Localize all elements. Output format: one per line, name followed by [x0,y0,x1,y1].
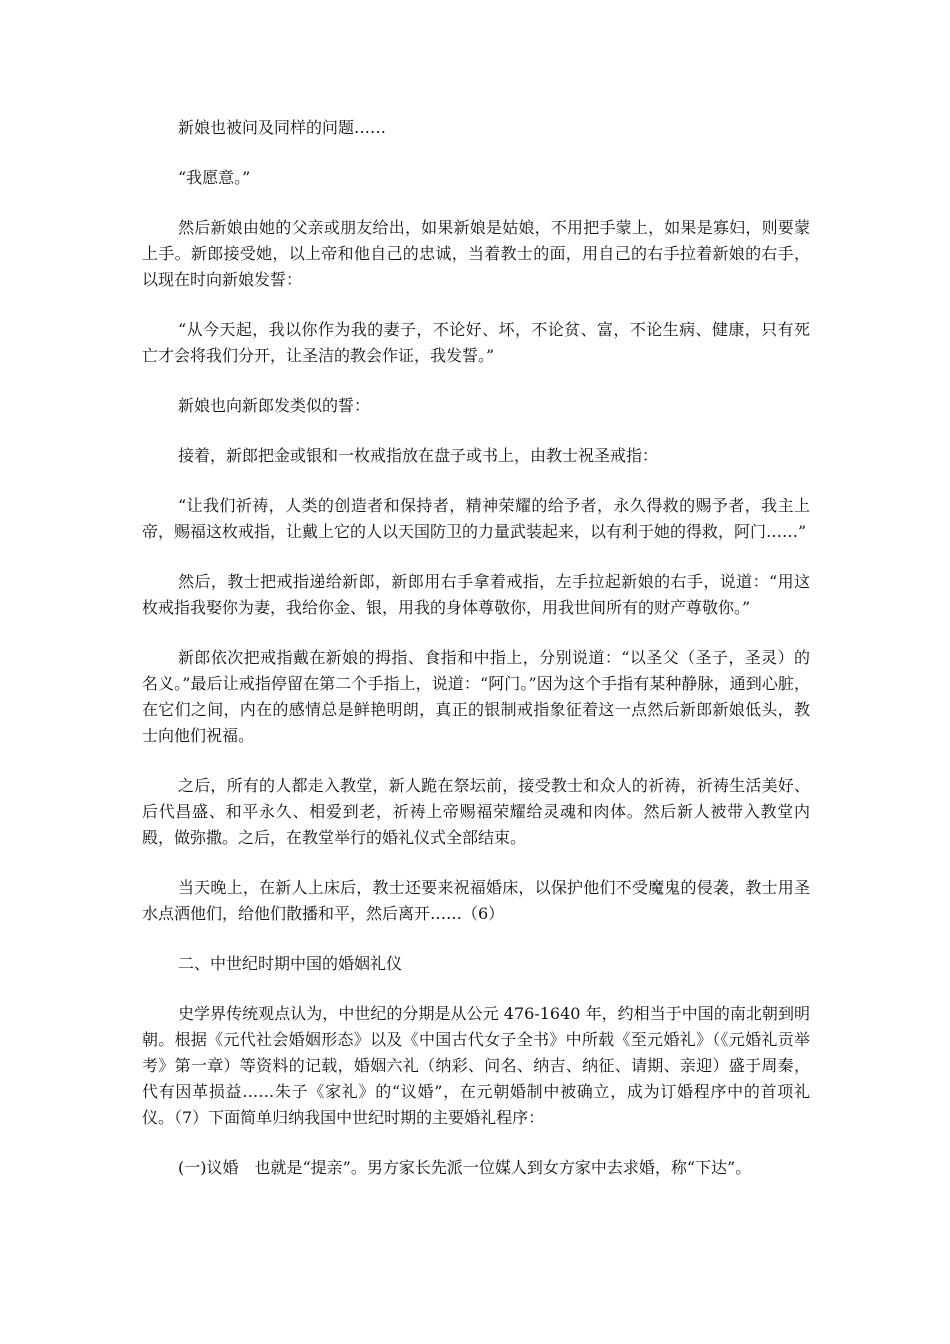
paragraph: 接着，新郎把金或银和一枚戒指放在盘子或书上，由教士祝圣戒指： [178,446,659,465]
paragraph: 新娘也向新郎发类似的誓： [178,396,371,415]
paragraph: 之后，所有的人都走入教堂，新人跪在祭坛前，接受教士和众人的祈祷，祈祷生活美好、后代昌盛、和平永久、相爱到老，祈祷上帝赐福荣耀给灵魂和肉体。然后新人被带入教堂内殿，做弥撒。之后，在教堂举行的婚礼仪式全部结束。 [142,776,810,847]
paragraph: 当天晚上，在新人上床后，教士还要来祝福婚床，以保护他们不受魔鬼的侵袭，教士用圣水点洒他们，给他们散播和平，然后离开……（6） [142,878,810,923]
paragraph: 史学界传统观点认为，中世纪的分期是从公元 476-1640 年，约相当于中国的南北朝到明朝。根据《元代社会婚姻形态》以及《中国古代女子全书》中所载《至元婚礼》（《元婚礼贡举考》第一章）等资料的记载，婚姻六礼（纳彩、问名、纳吉、纳征、请期、亲迎）盛于周秦，代有因革损益……朱子《家礼》的“议婚”，在元朝婚制中被确立，成为订婚程序中的首项礼仪。（7）下面简单归纳我国中世纪时期的主要婚礼程序： [142,1004,810,1127]
document-body [142,115,810,1205]
paragraph: 新娘也被问及同样的问题…… [178,118,387,137]
paragraph: (一)议婚 也就是“提亲”。男方家长先派一位媒人到女方家中去求婚，称“下达”。 [178,1158,752,1177]
paragraph: “从今天起，我以你作为我的妻子，不论好、坏，不论贫、富，不论生病、健康，只有死亡才会将我们分开，让圣洁的教会作证，我发誓。” [142,320,810,365]
paragraph: “让我们祈祷，人类的创造者和保持者，精神荣耀的给予者，永久得救的赐予者，我主上帝，赐福这枚戒指，让戴上它的人以天国防卫的力量武装起来，以有利于她的得救，阿门……” [142,496,810,541]
section-heading: 二、中世纪时期中国的婚姻礼仪 [178,954,403,973]
paragraph: 然后新娘由她的父亲或朋友给出，如果新娘是姑娘，不用把手蒙上，如果是寡妇，则要蒙上手。新郎接受她，以上帝和他自己的忠诚，当着教士的面，用自己的右手拉着新娘的右手，以现在时向新娘发誓： [142,218,810,289]
paragraph: “我愿意。” [178,168,251,187]
paragraph: 新郎依次把戒指戴在新娘的拇指、食指和中指上，分别说道：“以圣父（圣子，圣灵）的名义。”最后让戒指停留在第二个手指上，说道：“阿门。”因为这个手指有某种静脉，通到心脏，在它们之间，内在的感情总是鲜艳明朗，真正的银制戒指象征着这一点然后新郎新娘低头，教士向他们祝福。 [142,648,810,745]
paragraph: 然后，教士把戒指递给新郎，新郎用右手拿着戒指，左手拉起新娘的右手，说道：“用这枚戒指我娶你为妻，我给你金、银，用我的身体尊敬你，用我世间所有的财产尊敬你。” [142,572,810,617]
